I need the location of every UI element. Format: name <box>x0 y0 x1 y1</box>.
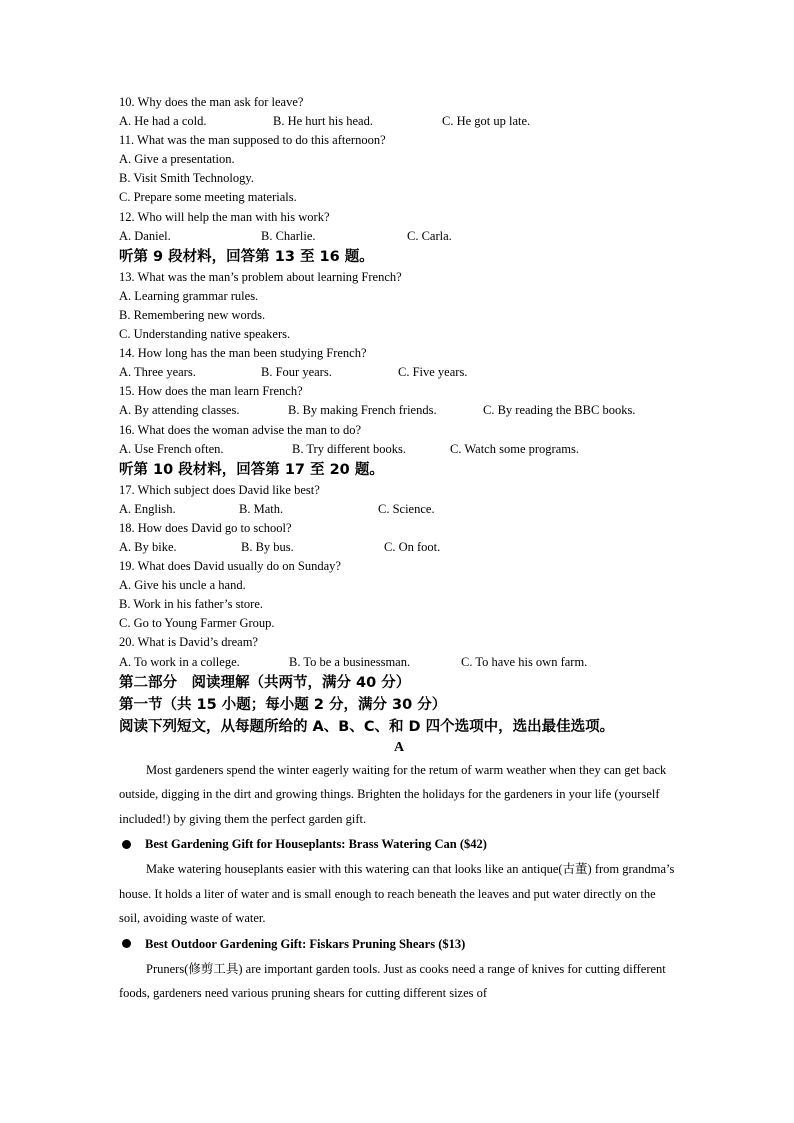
option-b: B. Work in his father’s store. <box>119 597 264 612</box>
passage-label: A <box>393 739 405 755</box>
option-b: B. Charlie. <box>261 228 316 243</box>
options-18 <box>119 538 679 557</box>
options-14 <box>119 363 679 382</box>
option-c: C. Go to Young Farmer Group. <box>119 616 275 631</box>
option-b: B. By making French friends. <box>288 403 437 418</box>
part-heading: 第二部分 阅读理解（共两节，满分 40 分） <box>119 674 411 691</box>
question-text: 18. How does David go to school? <box>119 520 292 535</box>
gift-item-title: Best Gardening Gift for Houseplants: Brass Watering Can ($42) <box>145 837 487 852</box>
option-b: B. By bus. <box>241 539 294 554</box>
question-19 <box>119 557 679 576</box>
bullet-icon <box>122 840 131 849</box>
options-17 <box>119 500 679 519</box>
options-20 <box>119 653 679 672</box>
option-a: A. By bike. <box>119 539 177 554</box>
option-a: A. English. <box>119 501 176 516</box>
option-b: B. Try different books. <box>292 441 407 456</box>
option-a: A. Give his uncle a hand. <box>119 578 246 593</box>
option-c: C. On foot. <box>384 539 441 554</box>
option-c: C. Science. <box>378 501 435 516</box>
question-text: 12. Who will help the man with his work? <box>119 209 330 224</box>
options-15 <box>119 401 679 420</box>
option-b: B. Four years. <box>261 365 332 380</box>
option-c: C. Carla. <box>407 228 452 243</box>
option-c: C. He got up late. <box>442 114 531 129</box>
question-11 <box>119 131 679 150</box>
option-c: C. Watch some programs. <box>450 441 579 456</box>
options-10 <box>119 112 679 131</box>
option-c: C. By reading the BBC books. <box>483 403 636 418</box>
option-a: A. By attending classes. <box>119 403 240 418</box>
option-a: A. Three years. <box>119 365 196 380</box>
option-a: A. He had a cold. <box>119 114 207 129</box>
question-text: 20. What is David’s dream? <box>119 635 258 650</box>
options-16 <box>119 440 679 459</box>
option-b: B. Math. <box>239 501 284 516</box>
question-text: 13. What was the man’s problem about learning French? <box>119 269 402 284</box>
section-heading-9: 听第 9 段材料，回答第 13 至 16 题。 <box>119 248 374 265</box>
gift-item-1-heading <box>119 831 679 857</box>
question-text: 19. What does David usually do on Sunday? <box>119 559 341 574</box>
gift-item-1-body: Make watering houseplants easier with this watering can that looks like an antique(古董) from grandma’s house. It holds a liter of water and is small enough to reach beneath the leaves and put water directly on the soil, avoiding waste of water. <box>119 862 675 926</box>
option-b: B. He hurt his head. <box>273 114 373 129</box>
question-text: 17. Which subject does David like best? <box>119 482 320 497</box>
gift-item-title: Best Outdoor Gardening Gift: Fiskars Pruning Shears ($13) <box>145 936 466 951</box>
option-c: C. Five years. <box>398 365 468 380</box>
option-c: C. Understanding native speakers. <box>119 327 291 342</box>
section-heading: 第一节（共 15 小题；每小题 2 分，满分 30 分） <box>119 696 447 713</box>
bullet-icon <box>122 939 131 948</box>
question-20 <box>119 633 679 652</box>
option-b: B. Remembering new words. <box>119 307 266 322</box>
question-14 <box>119 344 679 363</box>
instructions: 阅读下列短文，从每题所给的 A、B、C、和 D 四个选项中，选出最佳选项。 <box>119 718 615 735</box>
question-15 <box>119 382 679 401</box>
option-c: C. To have his own farm. <box>461 654 588 669</box>
question-12 <box>119 208 679 227</box>
question-text: 14. How long has the man been studying French? <box>119 346 367 361</box>
option-a: A. Daniel. <box>119 228 171 243</box>
option-c: C. Prepare some meeting materials. <box>119 190 297 205</box>
option-a: A. Give a presentation. <box>119 152 235 167</box>
option-a: A. Learning grammar rules. <box>119 288 259 303</box>
question-text: 10. Why does the man ask for leave? <box>119 95 304 109</box>
option-b: B. Visit Smith Technology. <box>119 171 254 186</box>
question-text: 15. How does the man learn French? <box>119 384 303 399</box>
question-18 <box>119 519 679 538</box>
question-16 <box>119 421 679 440</box>
gift-item-2-body: Pruners(修剪工具) are important garden tools. Just as cooks need a range of knives for cutting different foods, gardeners need various pruning shears for cutting different sizes of <box>119 961 666 1001</box>
question-text: 11. What was the man supposed to do this afternoon? <box>119 133 386 148</box>
passage-intro: Most gardeners spend the winter eagerly waiting for the retum of warm weather when they can get back outside, digging in the dirt and growing things. Brighten the holidays for the gardeners in your life (yourself included!) by giving them the perfect garden gift. <box>119 762 667 826</box>
question-text: 16. What does the woman advise the man to do? <box>119 422 362 437</box>
section-heading-10: 听第 10 段材料，回答第 17 至 20 题。 <box>119 461 384 478</box>
question-17 <box>119 481 679 500</box>
option-a: A. To work in a college. <box>119 654 240 669</box>
option-a: A. Use French often. <box>119 441 224 456</box>
question-13 <box>119 268 679 287</box>
gift-item-2-heading <box>119 931 679 957</box>
options-12 <box>119 227 679 246</box>
question-10 <box>119 93 679 112</box>
exam-page <box>119 93 679 1006</box>
option-b: B. To be a businessman. <box>289 654 411 669</box>
